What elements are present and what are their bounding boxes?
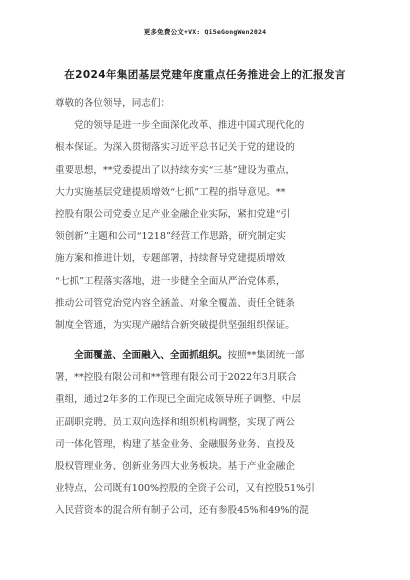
paragraph-line: 制度全管通，为实现产融结合新突破提供坚强组织保证。 [55,319,295,331]
paragraph-line: 党的领导是进一步全面深化改革、推进中国式现代化的 [74,120,305,132]
paragraph-text: 按照**集团统一部 [227,350,305,362]
paragraph-line: 正副职竞聘、员工双向选择和组织机构调整，实现了两公 [55,416,295,428]
paragraph-line: 署，**控股有限公司和**管理有限公司于2022年3月联合 [55,372,297,384]
paragraph-line: 重组，通过2年多的工作现已全面完成领导班子调整、中层 [55,394,301,406]
paragraph-2 [55,345,360,523]
paragraph-heading: 全面覆盖、全面融入、全面抓组织。 [74,350,228,362]
paragraph-line: 司一体化管理，构建了基金业务、金融服务业务、直投及 [55,438,295,450]
document-body [55,93,360,523]
paragraph-line: 股权管理业务、创新业务四大业务板块。基于产业金融企 [55,461,295,472]
paragraph-1 [55,115,360,337]
paragraph-line: 施方案和推进计划，专题部署，持续督导党建提质增效 [55,253,286,265]
paragraph-line [55,345,360,367]
paragraph-line: 领创新”主题和公司“1218”经营工作思路，研究制定实 [55,231,287,243]
paragraph-line: 入民营资本的混合所有制子公司，还有参股45%和49%的混 [55,505,309,517]
document-title: 在2024年集团基层党建年度重点任务推进会上的汇报发言 [64,69,346,81]
paragraph-line: 根本保证。为深入贯彻落实习近平总书记关于党的建设的 [55,142,295,154]
paragraph-line: 大力实施基层党建提质增效“七抓”工程的指导意见。** [55,186,286,198]
paragraph-line: 推动公司管党治党内容全涵盖、对象全覆盖、责任全链条 [55,297,295,309]
paragraph-line: 控股有限公司党委立足产业金融企业实际，紧扣党建“引 [55,208,291,220]
paragraph-line: 重要思想，**党委提出了以持续夯实“三基”建设为重点， [55,164,296,176]
header-note: 更多免费公文+VX: Qi5eGongWen2024 [143,28,267,36]
salutation: 尊敬的各位领导，同志们： [55,98,171,109]
paragraph-line: “七抓”工程落实落地，进一步健全全面从严治党体系， [55,275,286,287]
paragraph-line: 业特点，公司既有100%控股的全资子公司，又有控股51%引 [55,483,315,495]
